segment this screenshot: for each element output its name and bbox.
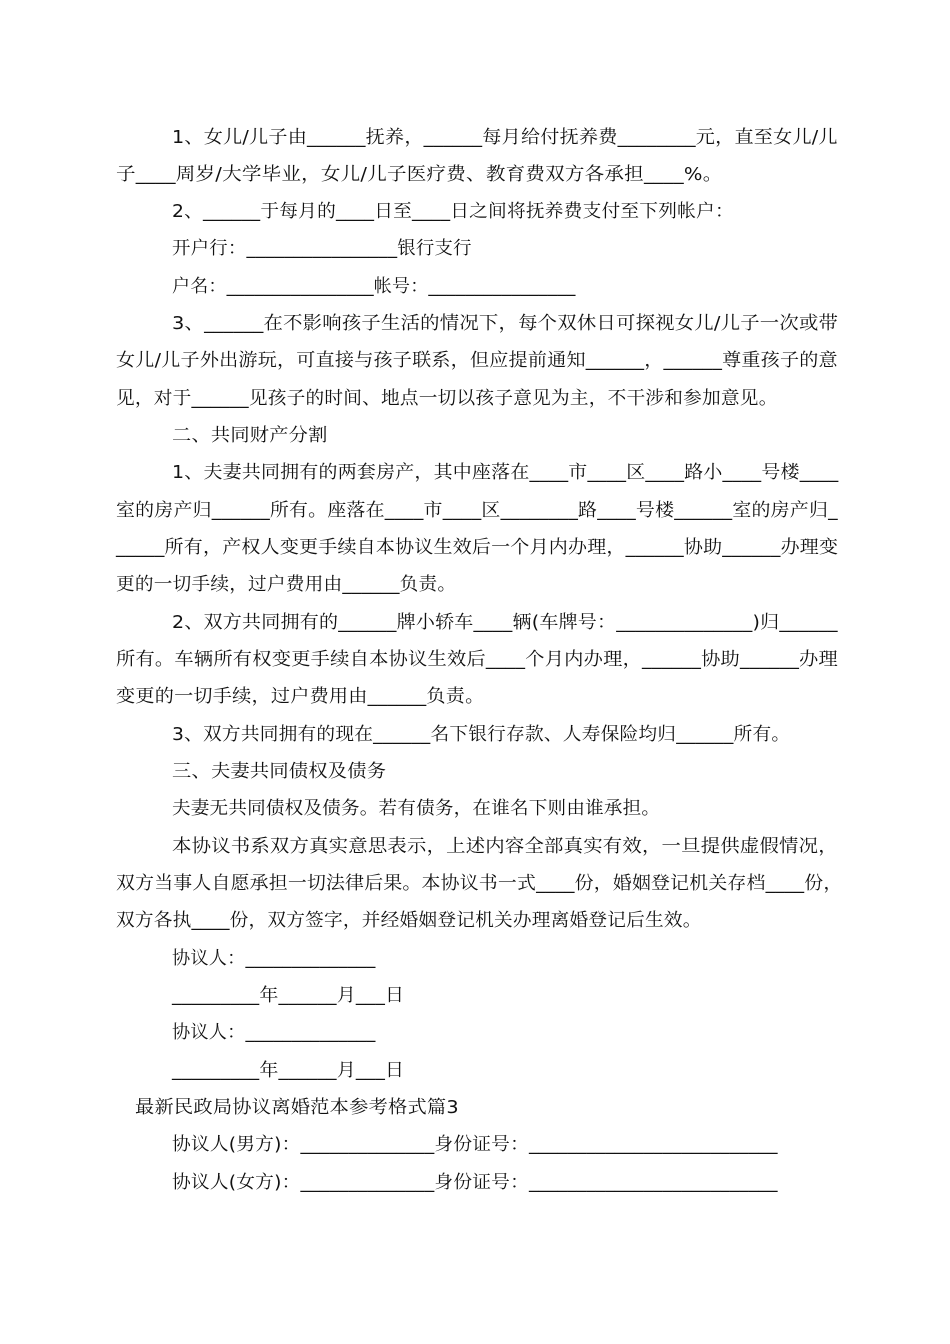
doc-line-2: 子____周岁/大学毕业，女儿/儿子医疗费、教育费双方各承担____%。 — [116, 164, 723, 185]
doc-line-5: 户名：________________帐号：________________ — [172, 276, 576, 297]
doc-line-7: 女儿/儿子外出游玩，可直接与孩子联系，但应提前通知______，______尊重孩子的意 — [116, 350, 838, 371]
signatory-1: 协议人：______________ — [172, 948, 376, 969]
doc-line-16: 变更的一切手续，过户费用由______负责。 — [116, 686, 485, 707]
doc-line-10: 1、夫妻共同拥有的两套房产，其中座落在____市____区____路小____号楼____ — [172, 462, 839, 483]
doc-line-4: 开户行：________________银行支行 — [172, 238, 472, 259]
signatory-2: 协议人：______________ — [172, 1022, 376, 1043]
date-line-2: _________年______月___日 — [172, 1060, 405, 1081]
party-female: 协议人(女方)：______________身份证号：__________________________ — [172, 1172, 778, 1193]
section-heading-debts: 三、夫妻共同债权及债务 — [172, 761, 387, 782]
doc-line-6: 3、______在不影响孩子生活的情况下，每个双休日可探视女儿/儿子一次或带 — [172, 313, 839, 334]
party-male: 协议人(男方)：______________身份证号：__________________________ — [172, 1134, 778, 1155]
doc-line-15: 所有。车辆所有权变更手续自本协议生效后____个月内办理，______协助______办理 — [116, 649, 838, 670]
doc-line-21: 双方当事人自愿承担一切法律后果。本协议书一式____份，婚姻登记机关存档____份， — [116, 873, 843, 894]
doc-line-13: 更的一切手续，过户费用由______负责。 — [116, 574, 457, 595]
doc-line-12: _____所有，产权人变更手续自本协议生效后一个月内办理，______协助______办理变 — [116, 537, 839, 558]
section-heading-property: 二、共同财产分割 — [172, 425, 328, 446]
doc-line-1: 1、女儿/儿子由______抚养，______每月给付抚养费________元，直至女儿/儿 — [172, 127, 838, 148]
doc-line-14: 2、双方共同拥有的______牌小轿车____辆(车牌号：______________)归______ — [172, 612, 838, 633]
doc-line-20: 本协议书系双方真实意思表示，上述内容全部真实有效，一旦提供虚假情况， — [172, 836, 838, 857]
date-line-1: _________年______月___日 — [172, 985, 405, 1006]
doc-line-17: 3、双方共同拥有的现在______名下银行存款、人寿保险均归______所有。 — [172, 724, 791, 745]
doc-line-3: 2、______于每月的____日至____日之间将抚养费支付至下列帐户： — [172, 201, 734, 222]
doc-line-19: 夫妻无共同债权及债务。若有债务，在谁名下则由谁承担。 — [172, 798, 661, 819]
doc-line-11: 室的房产归______所有。座落在____市____区________路____号楼______室的房产归_ — [116, 500, 838, 521]
doc-line-8: 见，对于______见孩子的时间、地点一切以孩子意见为主，不干涉和参加意见。 — [116, 388, 778, 409]
doc-line-22: 双方各执____份，双方签字，并经婚姻登记机关办理离婚登记后生效。 — [116, 910, 702, 931]
section-title-part-3: 最新民政局协议离婚范本参考格式篇3 — [135, 1097, 459, 1118]
